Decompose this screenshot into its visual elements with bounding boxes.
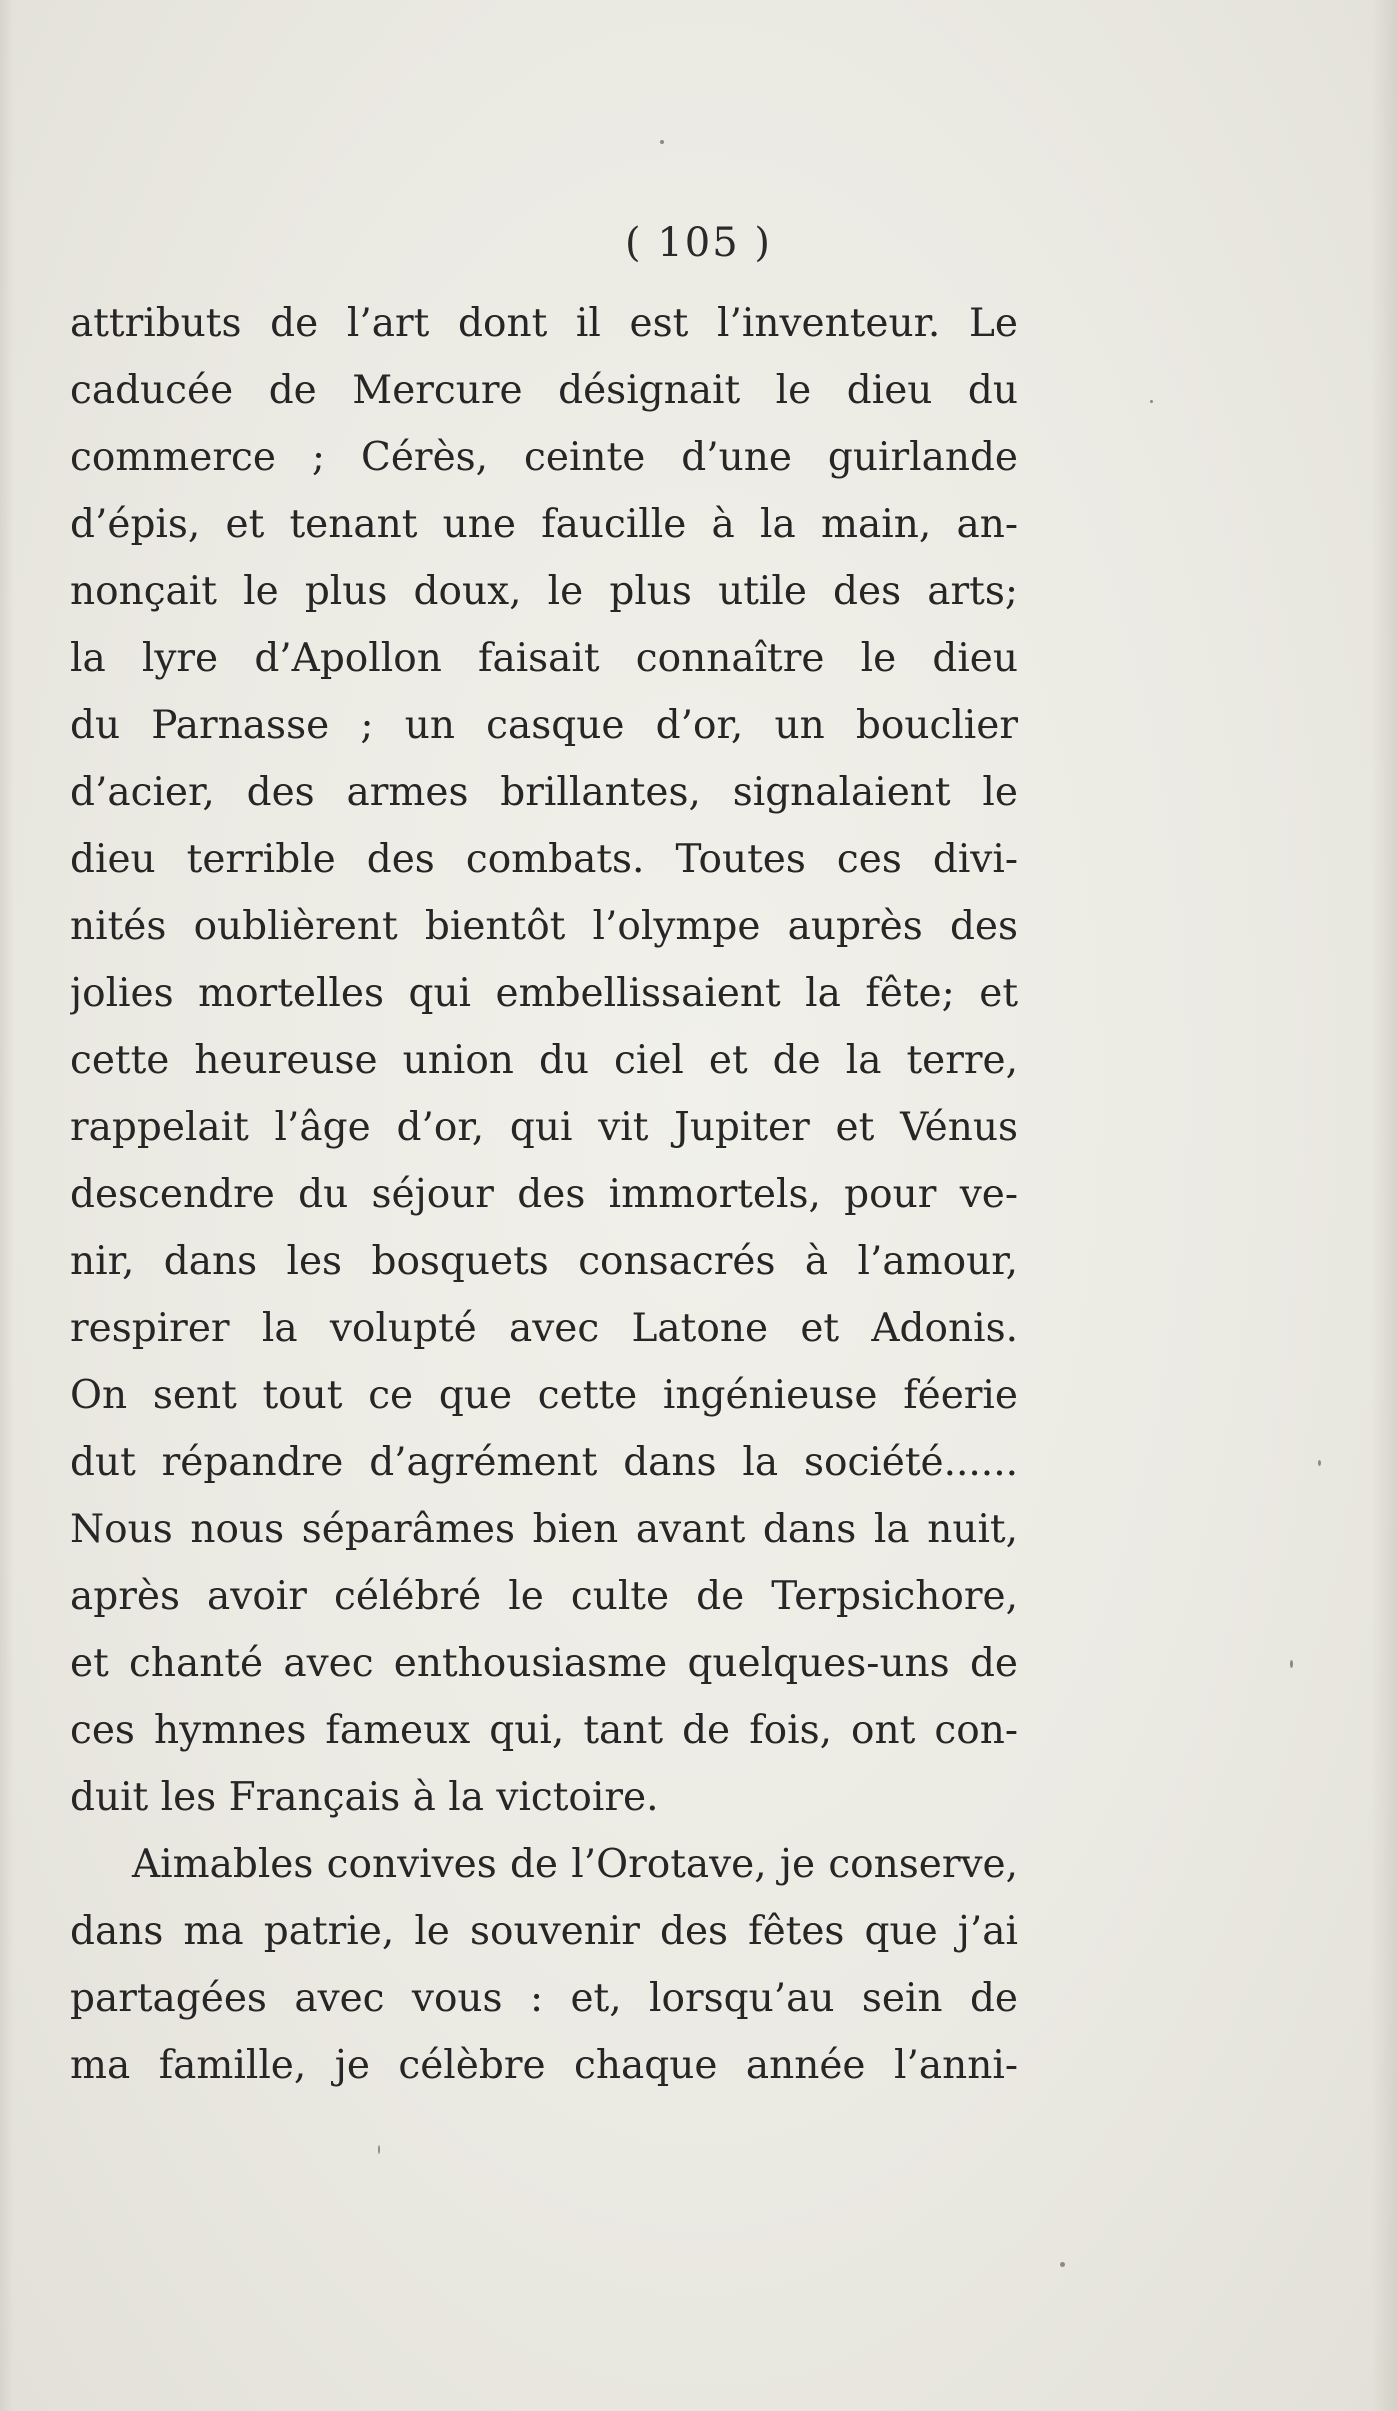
text-line: dut répandre d’agrément dans la société...... (70, 1440, 1018, 1485)
text-line: ces hymnes fameux qui, tant de fois, ont con- (70, 1708, 1018, 1753)
text-line: du Parnasse ; un casque d’or, un bouclier (70, 703, 1018, 748)
paper-speck (1150, 400, 1153, 403)
text-line: Nous nous séparâmes bien avant dans la nuit, (70, 1507, 1018, 1552)
text-line: dans ma patrie, le souvenir des fêtes que j’ai (70, 1909, 1018, 1954)
paper-speck (378, 2145, 380, 2154)
text-line: rappelait l’âge d’or, qui vit Jupiter et Vénus (70, 1105, 1018, 1150)
paper-speck (1290, 1660, 1293, 1668)
paper-speck (660, 140, 664, 144)
text-line: commerce ; Cérès, ceinte d’une guirlande (70, 435, 1018, 480)
paragraph-end-line: duit les Français à la victoire. (70, 1775, 659, 1820)
paper-speck (1318, 1460, 1321, 1466)
text-line: et chanté avec enthousiasme quelques-uns de (70, 1641, 1018, 1686)
page-number: ( 105 ) (625, 220, 772, 266)
text-line: jolies mortelles qui embellissaient la fête; et (70, 971, 1018, 1016)
text-line: attributs de l’art dont il est l’inventeur. Le (70, 301, 1018, 346)
page-edge-shadow (1371, 0, 1397, 2411)
page-gutter-shadow (0, 0, 14, 2411)
text-line: nir, dans les bosquets consacrés à l’amour, (70, 1239, 1018, 1284)
text-line: d’acier, des armes brillantes, signalaient le (70, 770, 1018, 815)
text-line: caducée de Mercure désignait le dieu du (70, 368, 1018, 413)
text-line: respirer la volupté avec Latone et Adonis. (70, 1306, 1018, 1351)
text-line: ma famille, je célèbre chaque année l’anni- (70, 2043, 1018, 2088)
text-line: dieu terrible des combats. Toutes ces divi- (70, 837, 1018, 882)
text-line: On sent tout ce que cette ingénieuse féerie (70, 1373, 1018, 1418)
paper-speck (1060, 2262, 1065, 2267)
paragraph-start-line: Aimables convives de l’Orotave, je conserve, (132, 1842, 1018, 1887)
text-line: cette heureuse union du ciel et de la terre, (70, 1038, 1018, 1083)
text-line: nonçait le plus doux, le plus utile des arts; (70, 569, 1018, 614)
body-text (70, 290, 1018, 2099)
text-line: après avoir célébré le culte de Terpsichore, (70, 1574, 1018, 1619)
text-line: la lyre d’Apollon faisait connaître le dieu (70, 636, 1018, 681)
text-line: descendre du séjour des immortels, pour ve- (70, 1172, 1018, 1217)
text-line: nités oublièrent bientôt l’olympe auprès des (70, 904, 1018, 949)
text-line: d’épis, et tenant une faucille à la main, an- (70, 502, 1018, 547)
text-line: partagées avec vous : et, lorsqu’au sein de (70, 1976, 1018, 2021)
